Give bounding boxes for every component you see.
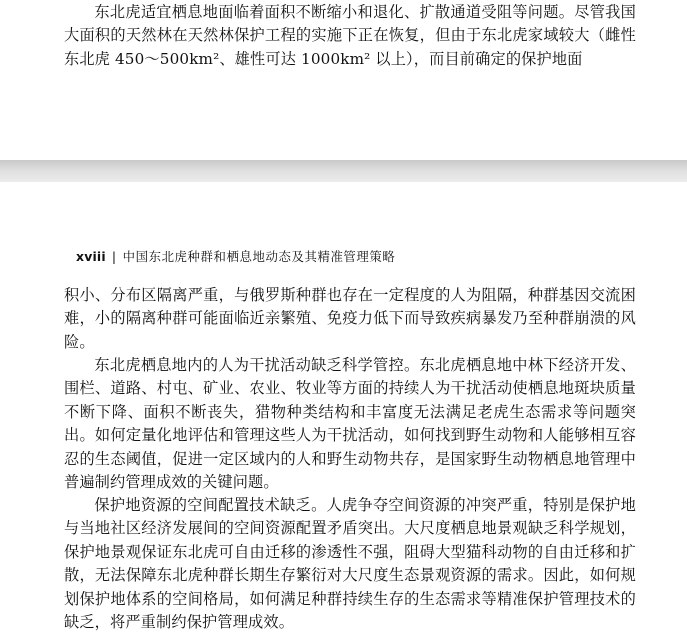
previous-page-paragraph: 东北虎适宜栖息地面临着面积不断缩小和退化、扩散通道受阻等问题。尽管我国大面积的天然林在天然林保护工程的实施下正在恢复，但由于东北虎家域较大（雌性东北虎 450～500km²、雄性可达 1000km² 以上），而目前确定的保护地面: [64, 3, 636, 68]
paragraph-spatial-allocation: 保护地资源的空间配置技术缺乏。人虎争夺空间资源的冲突严重，特别是保护地与当地社区经济发展间的空间资源配置矛盾突出。大尺度栖息地景观缺乏科学规划，保护地景观保证东北虎可自由迁移的渗透性不强，阻碍大型猫科动物的自由迁移和扩散，无法保障东北虎种群长期生存繁衍对大尺度生态景观资源的需求。因此，如何规划保护地体系的空间格局，如何满足种群持续生存的生态需求等精准保护管理技术的缺乏，将严重制约保护管理成效。: [64, 496, 636, 632]
paragraph-continuation: 积小、分布区隔离严重，与俄罗斯种群也存在一定程度的人为阻隔，种群基因交流困难，小的隔离种群可能面临近亲繁殖、免疫力低下而导致疾病暴发乃至种群崩溃的风险。: [64, 286, 636, 351]
current-page: [0, 182, 687, 634]
page-separator: [0, 160, 687, 182]
header-separator: |: [111, 249, 117, 264]
previous-page: [0, 0, 687, 160]
book-title: 中国东北虎种群和栖息地动态及其精准管理策略: [122, 249, 396, 264]
running-header: [76, 247, 395, 265]
paragraph-human-disturbance: 东北虎栖息地内的人为干扰活动缺乏科学管控。东北虎栖息地中林下经济开发、围栏、道路、村屯、矿业、农业、牧业等方面的持续人为干扰活动使栖息地斑块质量不断下降、面积不断丧失，猎物种类结构和丰富度无法满足老虎生态需求等问题突出。如何定量化地评估和管理这些人为干扰活动，如何找到野生动物和人能够相互容忍的生态阈值，促进一定区域内的人和野生动物共存，是国家野生动物栖息地管理中普遍制约管理成效的关键问题。: [64, 356, 636, 492]
page-number: xviii: [76, 249, 106, 264]
